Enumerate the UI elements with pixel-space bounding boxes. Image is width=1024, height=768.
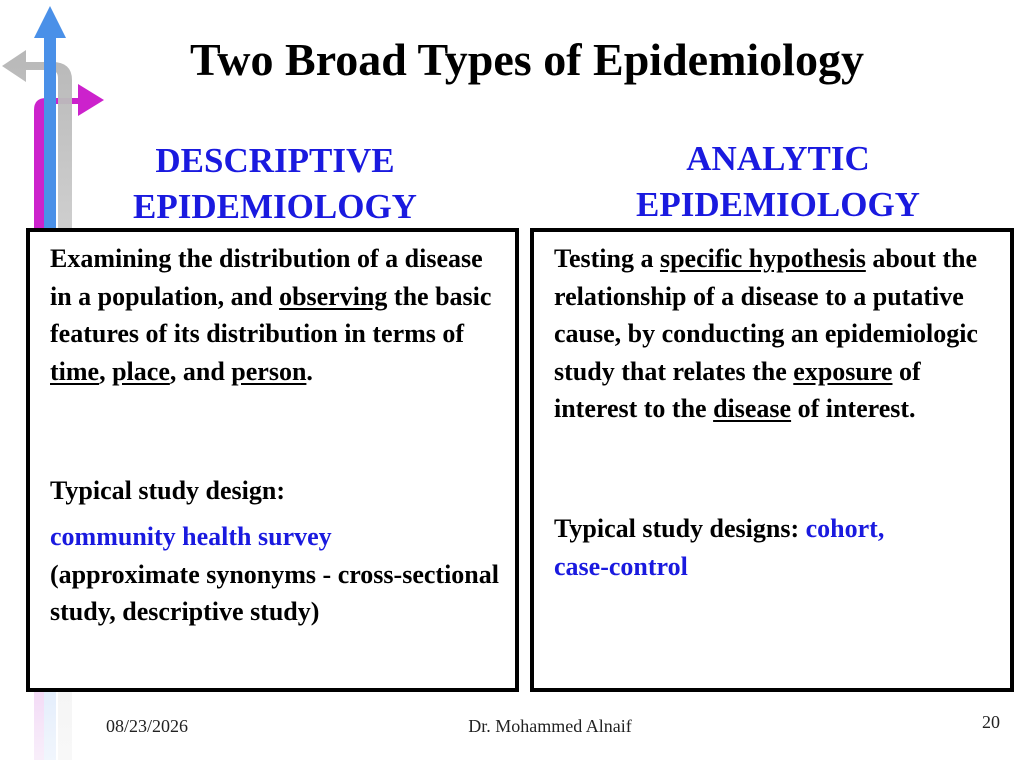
slide-title: Two Broad Types of Epidemiology (190, 34, 864, 85)
footer-author: Dr. Mohammed Alnaif (468, 716, 632, 736)
text-span: of interest. (791, 394, 916, 424)
underlined-time: time (50, 356, 100, 386)
text-span: Testing a (554, 244, 660, 273)
text-span: , (99, 356, 113, 386)
analytic-design-value-cohort: cohort, (805, 514, 885, 543)
underlined-person: person (231, 356, 307, 386)
descriptive-design-details (50, 518, 510, 631)
analytic-definition (554, 240, 1009, 428)
descriptive-heading-line1: DESCRIPTIVE (155, 141, 395, 180)
text-span: Examining the distribution of a disease in a population, and (50, 244, 483, 311)
descriptive-box (26, 228, 519, 692)
analytic-design-label: Typical study designs: (554, 514, 806, 543)
text-span: of interest to the (554, 356, 921, 424)
analytic-heading-line2: EPIDEMIOLOGY (636, 185, 920, 224)
analytic-box (530, 228, 1014, 692)
analytic-heading (560, 136, 996, 228)
text-span: , and (169, 356, 232, 386)
underlined-place: place (112, 356, 170, 386)
underlined-disease: disease (713, 394, 792, 424)
underlined-observing: observing (279, 281, 388, 311)
text-span: about the relationship of a disease to a putative cause, by conducting an epidemiologic study that relates the (554, 244, 978, 386)
descriptive-design-note: (approximate synonyms - cross-sectional study, descriptive study) (50, 559, 499, 627)
analytic-design (554, 510, 1009, 585)
descriptive-design-value: community health survey (50, 522, 332, 551)
page-number: 20 (982, 712, 1000, 732)
descriptive-design-label: Typical study design: (50, 476, 286, 505)
footer-date: 08/23/2026 (106, 716, 189, 736)
text-span: the basic features of its distribution in terms of (50, 281, 492, 349)
underlined-exposure: exposure (793, 356, 893, 386)
underlined-specific-hypothesis: specific hypothesis (659, 244, 866, 273)
descriptive-heading (100, 138, 450, 230)
descriptive-heading-line2: EPIDEMIOLOGY (133, 187, 417, 226)
analytic-heading-line1: ANALYTIC (686, 139, 870, 178)
text-span: . (306, 356, 313, 386)
descriptive-definition (50, 240, 510, 390)
analytic-design-value-case-control: case-control (554, 551, 688, 581)
